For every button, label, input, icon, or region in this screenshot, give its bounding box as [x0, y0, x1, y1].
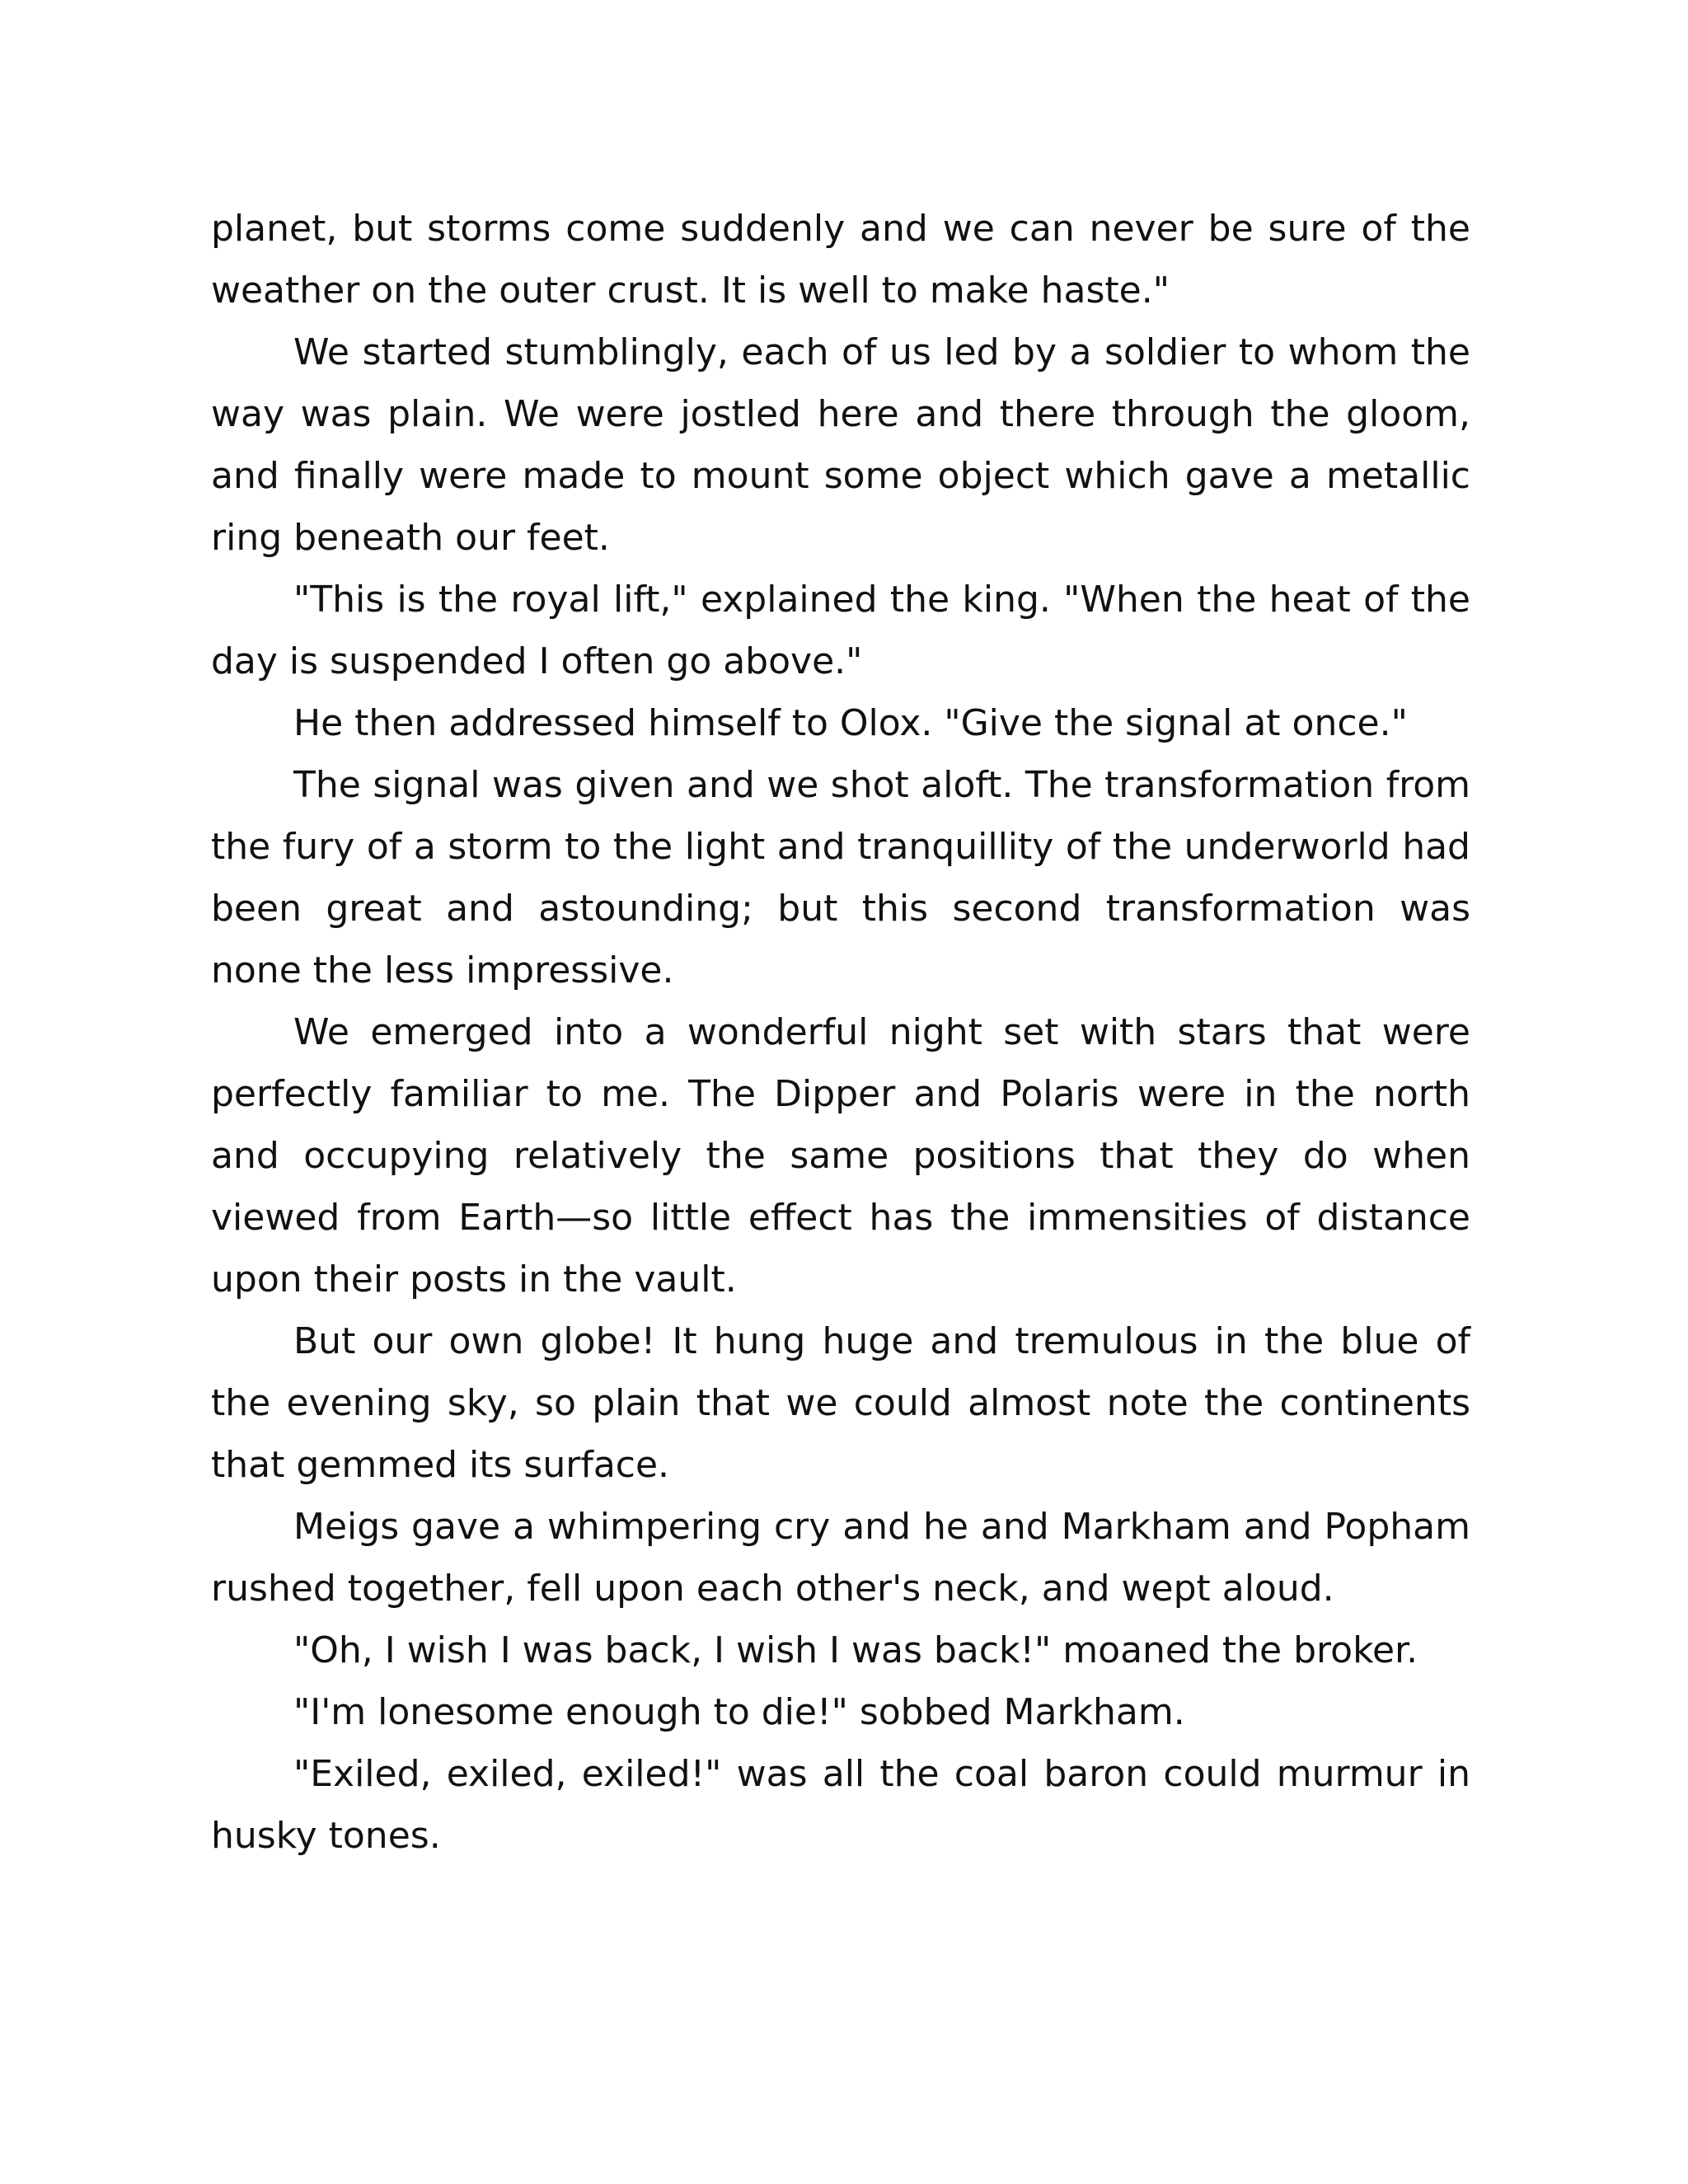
- paragraph-8: Meigs gave a whimpering cry and he and Markham and Popham rushed together, fell upon each other's neck, and wept aloud.: [211, 1506, 1470, 1610]
- paragraph-10: "I'm lonesome enough to die!" sobbed Markham.: [293, 1691, 1185, 1733]
- paragraph-6: We emerged into a wonderful night set with stars that were perfectly familiar to me. The Dipper and Polaris were in the north and occupying relatively the same positions that they do when viewed from Earth—so little effect has the immensities of distance upon their posts in the vault.: [211, 1011, 1470, 1301]
- paragraph-9: "Oh, I wish I was back, I wish I was back!" moaned the broker.: [293, 1629, 1418, 1671]
- paragraph-7: But our own globe! It hung huge and tremulous in the blue of the evening sky, so plain that we could almost note the continents that gemmed its surface.: [211, 1320, 1470, 1486]
- paragraph-2: We started stumblingly, each of us led by a soldier to whom the way was plain. We were jostled here and there through the gloom, and finally were made to mount some object which gave a metallic ring beneath our feet.: [211, 331, 1470, 559]
- paragraph-11: "Exiled, exiled, exiled!" was all the coal baron could murmur in husky tones.: [211, 1753, 1470, 1857]
- book-page: [211, 198, 1470, 1867]
- paragraph-4: He then addressed himself to Olox. "Give the signal at once.": [293, 702, 1408, 744]
- paragraph-3: "This is the royal lift," explained the king. "When the heat of the day is suspended I often go above.": [211, 579, 1470, 682]
- paragraph-1: planet, but storms come suddenly and we can never be sure of the weather on the outer crust. It is well to make haste.": [211, 208, 1470, 312]
- paragraph-5: The signal was given and we shot aloft. The transformation from the fury of a storm to the light and tranquillity of the underworld had been great and astounding; but this second transformation was none the less impressive.: [211, 764, 1470, 991]
